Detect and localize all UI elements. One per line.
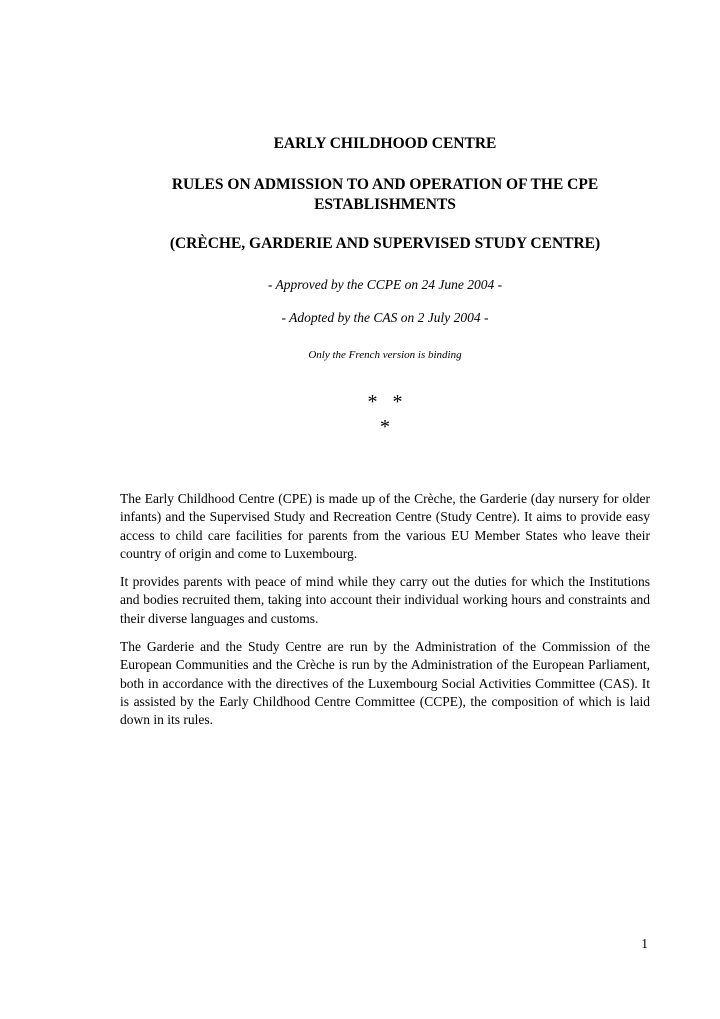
intro-paragraph: The Early Childhood Centre (CPE) is made up of the Crèche, the Garderie (day nursery for older infants) and the Supervised Study and Recreation Centre (Study Centre). It aims to provide easy access to child care facilities for parents from the various EU Member States who leave their country of origin and come to Luxembourg.: [120, 491, 650, 561]
rules-heading-line2: ESTABLISHMENTS: [314, 196, 456, 213]
binding-version-note: Only the French version is binding: [308, 349, 462, 361]
purpose-paragraph: It provides parents with peace of mind while they carry out the duties for which the Institutions and bodies recruited them, taking into account their individual working hours and constraints and their diverse languages and customs.: [120, 574, 650, 626]
page-number: 1: [641, 936, 648, 951]
rules-heading-line1: RULES ON ADMISSION TO AND OPERATION OF THE CPE: [171, 176, 599, 193]
administration-paragraph: The Garderie and the Study Centre are run by the Administration of the Commission of the European Communities and the Crèche is run by the Administration of the European Parliament, both in accordance with the directives of the Luxembourg Social Activities Committee (CAS). It is assisted by the Early Childhood Centre Committee (CCPE), the composition of which is laid down in its rules.: [120, 639, 650, 728]
asterism-bottom: *: [380, 416, 390, 438]
establishments-subtitle: (CRÈCHE, GARDERIE AND SUPERVISED STUDY CENTRE): [169, 235, 601, 252]
asterism-top: * *: [367, 391, 403, 413]
adoption-note: - Adopted by the CAS on 2 July 2004 -: [281, 310, 489, 325]
document-title: EARLY CHILDHOOD CENTRE: [273, 135, 497, 152]
approval-note: - Approved by the CCPE on 24 June 2004 -: [267, 277, 503, 292]
